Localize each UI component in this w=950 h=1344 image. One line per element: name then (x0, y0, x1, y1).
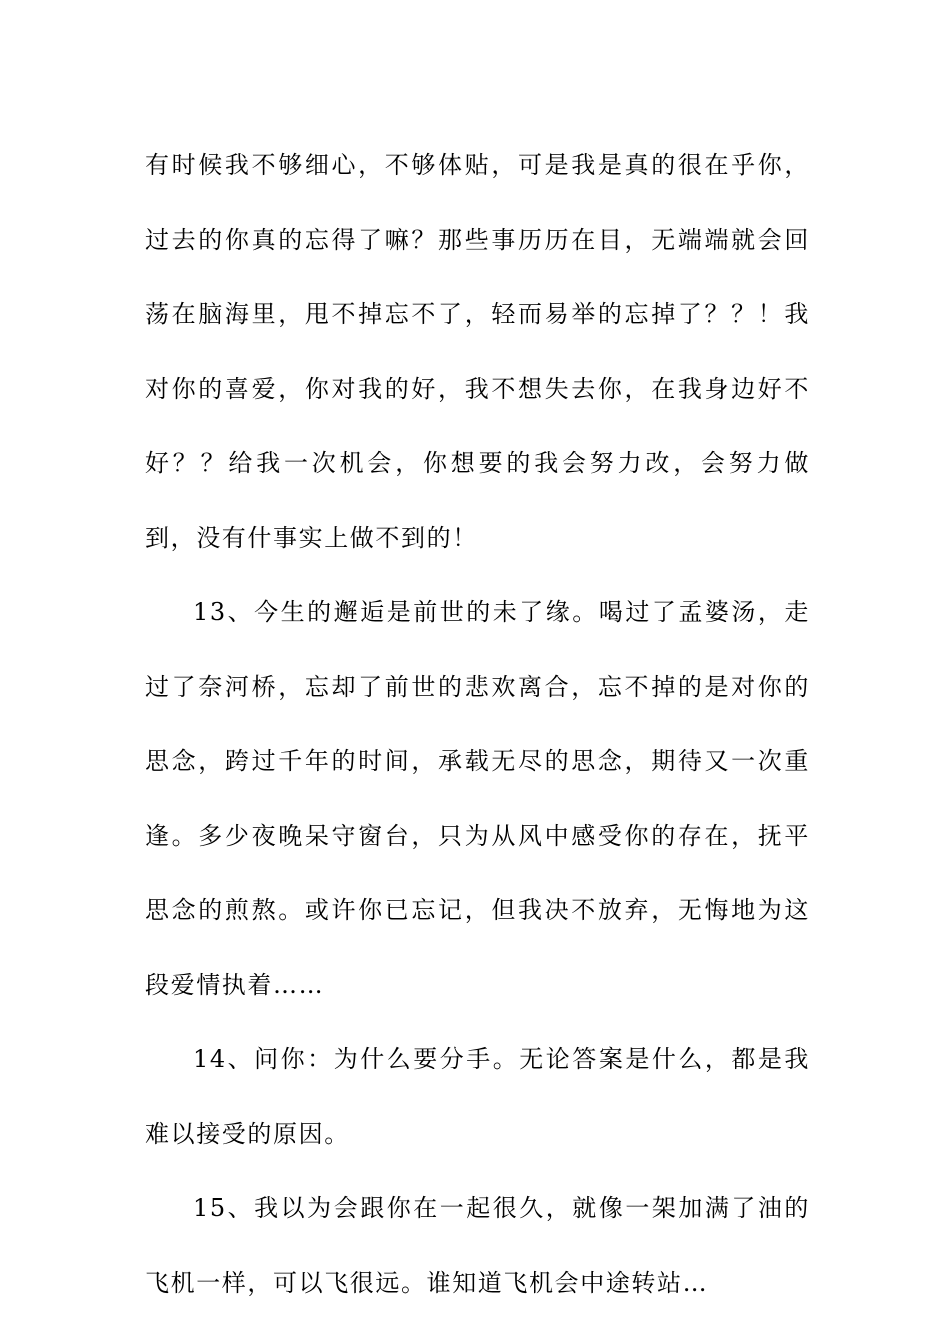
paragraph-13: 13、今生的邂逅是前世的未了缘。喝过了孟婆汤，走过了奈河桥，忘却了前世的悲欢离合，忘不掉的是对你的思念，跨过千年的时间，承载无尽的思念，期待又一次重逢。多少夜晚呆守窗台，只为从风中感受你的存在，抚平思念的煎熬。或许你已忘记，但我决不放弃，无悔地为这段爱情执着…… (145, 598, 810, 999)
paragraph-15: 15、我以为会跟你在一起很久，就像一架加满了油的飞机一样，可以飞很远。谁知道飞机会中途转站… (145, 1194, 810, 1297)
document-body (145, 128, 810, 1320)
paragraph-continuation: 有时候我不够细心，不够体贴，可是我是真的很在乎你，过去的你真的忘得了嘛？那些事历历在目，无端端就会回荡在脑海里，甩不掉忘不了，轻而易举的忘掉了？？！我对你的喜爱，你对我的好，我不想失去你，在我身边好不好？？给我一次机会，你想要的我会努力改，会努力做到，没有什事实上做不到的！ (145, 151, 810, 552)
paragraph-14: 14、问你：为什么要分手。无论答案是什么，都是我难以接受的原因。 (145, 1045, 810, 1148)
